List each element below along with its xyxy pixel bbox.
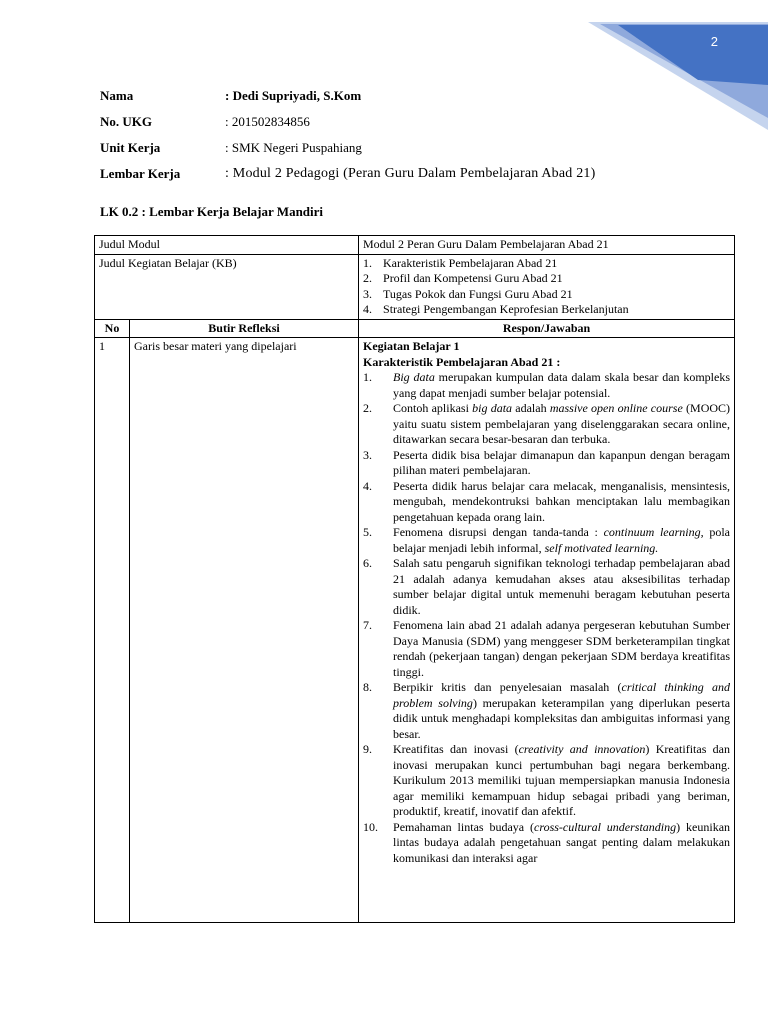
resp-item: [363, 401, 730, 448]
resp-kb: Kegiatan Belajar 1: [363, 339, 460, 353]
col-butir: Butir Refleksi: [130, 319, 359, 338]
kb-item-number: 4.: [363, 302, 373, 316]
row-no: 1: [95, 338, 130, 923]
kb-item: [363, 302, 730, 318]
header-row: [95, 319, 735, 338]
lk-title: LK 0.2 : Lembar Kerja Belajar Mandiri: [100, 204, 324, 219]
ukg-label: No. UKG: [100, 114, 152, 129]
judul-modul-label: Judul Modul: [95, 236, 359, 255]
row-respon: [359, 338, 735, 923]
judul-kb-row: [95, 254, 735, 319]
resp-heading: Karakteristik Pembelajaran Abad 21 :: [363, 354, 561, 369]
resp-item-number: 10.: [363, 819, 379, 834]
kb-list-cell: [359, 254, 735, 319]
kb-item: [363, 271, 730, 287]
resp-item-number: 7.: [363, 618, 373, 632]
lembar-label: Lembar Kerja: [100, 166, 181, 181]
col-respon: Respon/Jawaban: [359, 319, 735, 338]
worksheet-table: [94, 235, 735, 923]
resp-item-text: Kreatifitas dan inovasi (creativity and innovation) Kreatifitas dan inovasi merupakan kunci pertumbuhan bagi negara berkembang. Kurikulum 2013 memiliki tujuan mempersiapkan manusia Indonesia agar memiliki kemampuan hidup sebagai pribadi yang beriman, produktif, kreatif, inovatif dan afektif.: [393, 742, 731, 818]
kb-item: [363, 256, 730, 272]
nama-label: Nama: [100, 88, 134, 103]
kb-item-number: 3.: [363, 286, 373, 301]
resp-item-number: 2.: [363, 401, 373, 415]
kb-list: [363, 256, 730, 318]
resp-item: [363, 618, 730, 680]
resp-item: [363, 820, 730, 867]
resp-item: [363, 556, 730, 618]
resp-item-number: 6.: [363, 556, 373, 570]
kb-item-number: 1.: [363, 255, 373, 270]
resp-item: [363, 479, 730, 526]
kb-item: [363, 287, 730, 303]
row-butir: Garis besar materi yang dipelajari: [130, 338, 359, 923]
ukg-value: : 201502834856: [225, 114, 310, 129]
resp-item-number: 3.: [363, 447, 373, 462]
judul-modul-value: Modul 2 Peran Guru Dalam Pembelajaran Abad 21: [359, 236, 735, 255]
resp-item-text: Peserta didik bisa belajar dimanapun dan kapanpun dengan beragam pilihan materi pembelajaran.: [393, 447, 731, 477]
resp-item-text: Berpikir kritis dan penyelesaian masalah (critical thinking and problem solving) merupakan keterampilan yang diperlukan peserta didik untuk menghadapi kompleksitas dan ambiguitas informasi yang besar.: [393, 680, 731, 741]
kb-item-text: Profil dan Kompetensi Guru Abad 21: [383, 271, 563, 285]
resp-item-number: 5.: [363, 525, 373, 539]
resp-item-text: Fenomena disrupsi dengan tanda-tanda : continuum learning, pola belajar menjadi lebih informal, self motivated learning.: [393, 525, 731, 555]
resp-item-text: Contoh aplikasi big data adalah massive open online course (MOOC) yaitu suatu sistem pembelajaran yang diselenggarakan secara online, ditawarkan secara besar-besaran dan terbuka.: [393, 401, 731, 446]
resp-item-text: Fenomena lain abad 21 adalah adanya pergeseran kebutuhan Sumber Daya Manusia (SDM) yang menggeser SDM berketerampilan tingkat rendah (pekerjaan tangan) dengan pekerjaan SDM berdaya kreatifitas tinggi.: [393, 618, 731, 679]
respon-content: [363, 339, 730, 921]
resp-item-text: Big data merupakan kumpulan data dalam skala besar dan kompleks yang dapat menjadi sumber belajar potensial.: [393, 370, 731, 400]
resp-item-text: Salah satu pengaruh signifikan teknologi terhadap pembelajaran abad 21 adalah adanya kemudahan akses atau aksesibilitas terhadap sumber belajar digital untuk memenuhi beragam kebutuhan peserta didik.: [393, 556, 731, 617]
resp-item-number: 8.: [363, 680, 373, 694]
kb-item-text: Tugas Pokok dan Fungsi Guru Abad 21: [383, 286, 573, 301]
resp-item: [363, 742, 730, 820]
resp-item: [363, 525, 730, 556]
kb-item-text: Karakteristik Pembelajaran Abad 21: [383, 255, 558, 270]
resp-item-number: 4.: [363, 478, 373, 493]
resp-item-text: Peserta didik harus belajar cara melacak, menganalisis, mensintesis, mengubah, mendekontruksi bahkan menciptakan lalu membagikan pengetahuan kepada orang lain.: [393, 478, 731, 524]
unit-label: Unit Kerja: [100, 140, 161, 155]
nama-value: : Dedi Supriyadi, S.Kom: [225, 88, 362, 103]
kb-item-number: 2.: [363, 271, 373, 285]
corner-decoration: [588, 0, 768, 130]
resp-list: [363, 370, 730, 866]
judul-modul-row: [95, 236, 735, 255]
resp-item-text: Pemahaman lintas budaya (cross-cultural understanding) keunikan lintas budaya adalah pengetahuan sangat penting dalam melakukan komunikasi dan interaksi agar: [393, 819, 731, 865]
resp-item: [363, 448, 730, 479]
lembar-value: : Modul 2 Pedagogi (Peran Guru Dalam Pembelajaran Abad 21): [225, 166, 596, 181]
resp-item-number: 9.: [363, 742, 373, 756]
resp-item-number: 1.: [363, 370, 373, 384]
judul-kb-label: Judul Kegiatan Belajar (KB): [95, 254, 359, 319]
resp-item: [363, 680, 730, 742]
resp-item: [363, 370, 730, 401]
kb-item-text: Strategi Pengembangan Keprofesian Berkelanjutan: [383, 302, 629, 316]
col-no: No: [95, 319, 130, 338]
page-number: 2: [710, 34, 718, 49]
unit-value: : SMK Negeri Puspahiang: [225, 140, 362, 155]
table-row: [95, 338, 735, 923]
